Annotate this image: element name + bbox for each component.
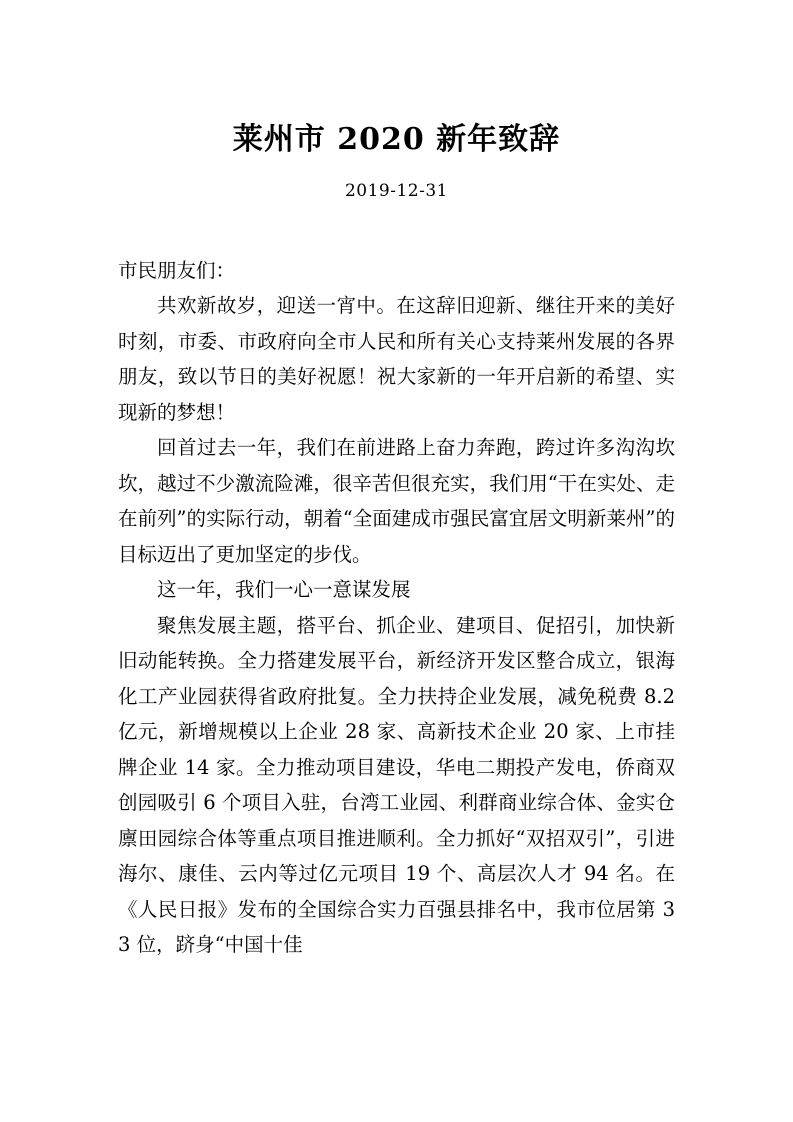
body-paragraph-3: 这一年，我们一心一意谋发展: [157, 578, 411, 602]
salutation: 市民朋友们：: [118, 259, 236, 282]
document-date: 2019-12-31: [344, 181, 448, 201]
body-paragraph-4: 聚焦发展主题，搭平台、抓企业、建项目、促招引，加快新旧动能转换。全力搭建发展平台，新经济开发区整合成立，银海化工产业园获得省政府批复。全力扶持企业发展，减免税费 8.2 亿元，新增规模以上企业 28 家、高新技术企业 20 家、上市挂牌企业 14 家。全力推动项目建设，华电二期投产发电，侨商双创园吸引 6 个项目入驻，台湾工业园、利群商业综合体、金实仓廪田园综合体等重点项目推进顺利。全力抓好“双招双引”，引进海尔、康佳、云内等过亿元项目 19 个、高层次人才 94 名。在《人民日报》发布的全国综合实力百强县排名中，我市位居第 33 位，跻身“中国十佳: [118, 613, 675, 957]
page-title: 莱州市 2020 新年致辞: [232, 122, 561, 157]
body-paragraph-2: 回首过去一年，我们在前进路上奋力奔跑，跨过许多沟沟坎坎，越过不少激流险滩，很辛苦但很充实，我们用“干在实处、走在前列”的实际行动，朝着“全面建成市强民富宜居文明新莱州”的目标迈出了更加坚定的步伐。: [118, 436, 675, 566]
body-paragraph-1: 共欢新故岁，迎送一宵中。在这辞旧迎新、继往开来的美好时刻，市委、市政府向全市人民和所有关心支持莱州发展的各界朋友，致以节日的美好祝愿！祝大家新的一年开启新的希望、实现新的梦想！: [118, 294, 675, 424]
